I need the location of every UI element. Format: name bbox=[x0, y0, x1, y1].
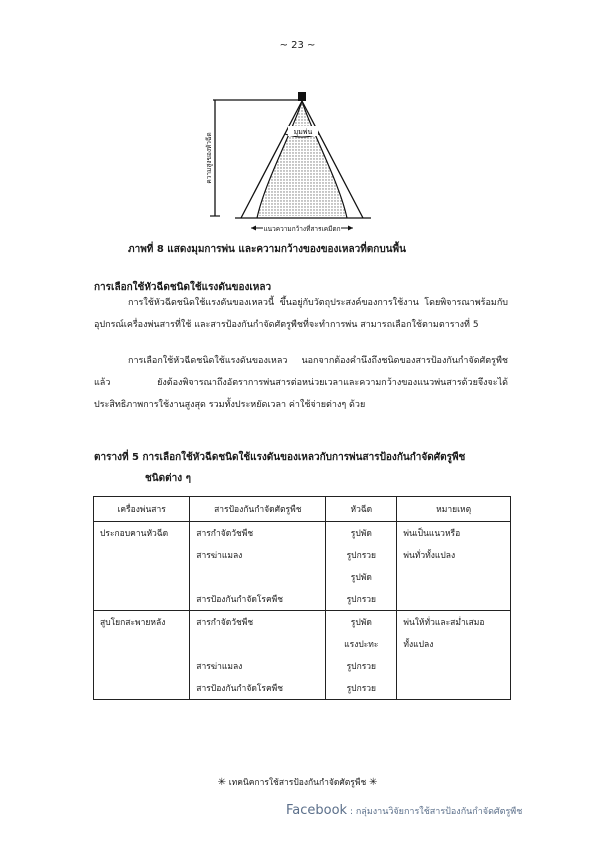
table-cell bbox=[397, 655, 511, 677]
table-cell: รูปพัด bbox=[326, 611, 397, 634]
paragraph-2 bbox=[94, 350, 508, 416]
header-sprayer: เครื่องพ่นสาร bbox=[94, 497, 190, 522]
table-cell bbox=[397, 566, 511, 588]
spray-angle-figure bbox=[205, 86, 390, 236]
nozzle-height-label: ความสูงของหัวฉีด bbox=[205, 132, 213, 184]
section-title: การเลือกใช้หัวฉีดชนิดใช้แรงดันของเหลว bbox=[94, 282, 272, 293]
page-footer bbox=[0, 775, 595, 789]
table-cell: รูปกรวย bbox=[326, 677, 397, 700]
table-cell bbox=[94, 566, 190, 588]
table-cell: รูปกรวย bbox=[326, 655, 397, 677]
header-pesticide: สารป้องกันกำจัดศัตรูพืช bbox=[190, 497, 326, 522]
facebook-separator: : bbox=[347, 807, 356, 817]
table-row bbox=[94, 611, 511, 634]
spray-cone bbox=[257, 101, 347, 216]
paragraph-2-text: การเลือกใช้หัวฉีดชนิดใช้แรงดันของเหลว นอกจากต้องคำนึงถึงชนิดของสารป้องกันกำจัดศัตรูพืชแล้ว ยังต้องพิจารณาถึงอัตราการพ่นสารต่อหน่วยเวลาและความกว้างของแนวพ่นสารด้วยจึงจะได้ประสิทธิภาพการใช้งานสูงสุด รวมทั้งประหยัดเวลา ค่าใช้จ่ายต่างๆ ด้วย bbox=[94, 356, 508, 410]
star-icon: ✳ bbox=[217, 777, 227, 788]
table-header-row bbox=[94, 497, 511, 522]
table-cell: สารป้องกันกำจัดโรคพืช bbox=[190, 588, 326, 611]
nozzle bbox=[298, 92, 306, 101]
table-cell: พ่นเป็นแนวหรือ bbox=[397, 522, 511, 545]
table-cell: สารกำจัดวัชพืช bbox=[190, 611, 326, 634]
table-cell: สูบโยกสะพายหลัง bbox=[94, 611, 190, 634]
facebook-credit bbox=[286, 803, 522, 818]
table-cell bbox=[397, 677, 511, 700]
table-cell: สารกำจัดวัชพืช bbox=[190, 522, 326, 545]
facebook-group-name: กลุ่มงานวิจัยการใช้สารป้องกันกำจัดศัตรูพืช bbox=[355, 807, 523, 817]
facebook-brand: Facebook bbox=[286, 803, 348, 818]
table-cell bbox=[190, 566, 326, 588]
table-cell bbox=[94, 655, 190, 677]
table-row bbox=[94, 544, 511, 566]
table-cell: สารฆ่าแมลง bbox=[190, 544, 326, 566]
header-nozzle: หัวฉีด bbox=[326, 497, 397, 522]
table-row bbox=[94, 677, 511, 700]
table-cell: รูปพัด bbox=[326, 522, 397, 545]
table-cell: รูปกรวย bbox=[326, 588, 397, 611]
table-row bbox=[94, 566, 511, 588]
table-row bbox=[94, 588, 511, 611]
table-cell: ทั้งแปลง bbox=[397, 633, 511, 655]
footer-text: เทคนิคการใช้สารป้องกันกำจัดศัตรูพืช bbox=[228, 778, 367, 788]
table-cell bbox=[94, 588, 190, 611]
table-title-line-1: ตารางที่ 5 การเลือกใช้หัวฉีดชนิดใช้แรงดันของเหลวกับการพ่นสารป้องกันกำจัดศัตรูพืช bbox=[94, 452, 466, 463]
header-remark: หมายเหตุ bbox=[397, 497, 511, 522]
table-cell: รูปพัด bbox=[326, 566, 397, 588]
table-title bbox=[94, 447, 465, 489]
table-row bbox=[94, 655, 511, 677]
table-cell bbox=[94, 544, 190, 566]
table-cell: พ่นทั่วทั้งแปลง bbox=[397, 544, 511, 566]
table-row bbox=[94, 633, 511, 655]
table-row bbox=[94, 522, 511, 545]
table-cell: ประกอบคานหัวฉีด bbox=[94, 522, 190, 545]
figure-caption: ภาพที่ 8 แสดงมุมการพ่น และความกว้างของของเหลวที่ตกบนพื้น bbox=[128, 244, 406, 255]
table-cell: สารป้องกันกำจัดโรคพืช bbox=[190, 677, 326, 700]
spray-angle-label: มุมพ่น bbox=[293, 128, 313, 136]
spray-width-label: แนวความกว้างที่สารเคมีตก bbox=[263, 225, 341, 233]
table-cell bbox=[94, 633, 190, 655]
paragraph-1 bbox=[94, 292, 508, 336]
table-cell bbox=[94, 677, 190, 700]
table-cell: แรงปะทะ bbox=[326, 633, 397, 655]
star-icon: ✳ bbox=[368, 777, 378, 788]
paragraph-1-text: การใช้หัวฉีดชนิดใช้แรงดันของเหลวนี้ ขึ้นอยู่กับวัตถุประสงค์ของการใช้งาน โดยพิจารณาพร้อมกับอุปกรณ์เครื่องพ่นสารที่ใช้ และสารป้องกันกำจัดศัตรูพืชที่จะทำการพ่น สามารถเลือกใช้ตามตารางที่ 5 bbox=[94, 298, 508, 330]
table-title-line-2: ชนิดต่าง ๆ bbox=[145, 473, 191, 484]
sprayer-nozzle-table bbox=[93, 496, 511, 700]
table-cell bbox=[397, 588, 511, 611]
table-cell: พ่นให้ทั่วและสม่ำเสมอ bbox=[397, 611, 511, 634]
page-number: ~ 23 ~ bbox=[279, 40, 316, 51]
table-cell bbox=[190, 633, 326, 655]
table-cell: รูปกรวย bbox=[326, 544, 397, 566]
table-cell: สารฆ่าแมลง bbox=[190, 655, 326, 677]
